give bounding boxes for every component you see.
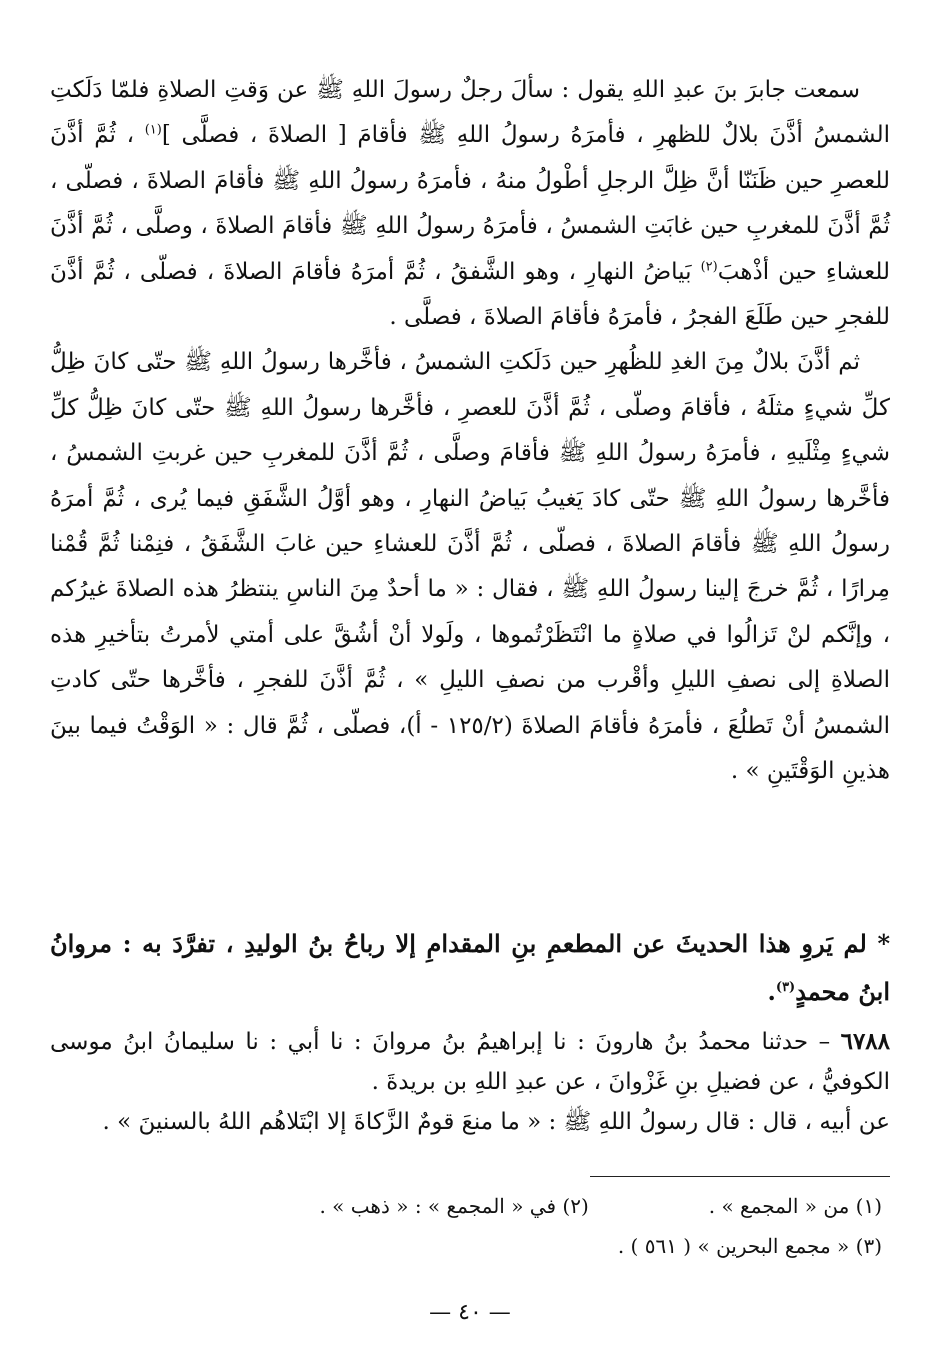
footnote-row-1 xyxy=(60,1186,882,1226)
main-text xyxy=(50,68,890,795)
footnote-row-2 xyxy=(60,1226,882,1266)
editor-note xyxy=(50,920,890,1016)
footnote-2: (٢) في « المجمع » : « ذهب » . xyxy=(319,1194,589,1218)
paragraph-1 xyxy=(50,68,890,340)
footnote-divider xyxy=(590,1176,890,1177)
footnote-ref-1: (١) xyxy=(144,122,162,138)
editor-note-end: . xyxy=(767,977,776,1006)
paragraph-1-part-c: بَياضُ النهارِ ، وهو الشَّفقُ ، ثُمَّ أمرَهُ فأقامَ الصلاةَ ، فصلّى ، ثُمَّ أذَّنَ للفجرِ حين طَلَعَ الفجرُ ، فأمرَهُ فأقامَ الصلاةَ ، فصلَّى . xyxy=(50,258,890,331)
hadith-isnad xyxy=(50,1022,890,1102)
page-number: — ٤٠ — xyxy=(429,1300,511,1325)
paragraph-1-part-a: سمعت جابرَ بنَ عبدِ اللهِ يقول : سألَ رجلٌ رسولَ اللهِ ﷺ عن وَقتِ الصلاةِ فلمّا دَلَكتِ الشمسُ أذَّنَ بلالٌ للظهرِ ، فأمرَهُ رسولُ اللهِ ﷺ فأقامَ [ الصلاةَ ، فصلَّى ] xyxy=(50,77,891,149)
footnote-3: (٣) « مجمع البحرين » ( ٥٦١ ) . xyxy=(617,1234,882,1258)
footnote-ref-3: (٣) xyxy=(775,980,796,995)
hadith-6788 xyxy=(50,1022,890,1142)
hadith-isnad-text: – حدثنا محمدُ بنُ هارونَ : نا إبراهيمُ بنُ مروانَ : نا أبي : نا سليمانُ ابنُ موسى الكوفيُّ ، عن فضيلِ بنِ غَزْوانَ ، عن عبدِ اللهِ بن بريدةَ . xyxy=(50,1029,890,1095)
hadith-matn: عن أبيه ، قال : قال رسولُ اللهِ ﷺ : « ما منعَ قومٌ الزَّكاةَ إلا ابْتَلاهُم اللهُ بالسنينَ » . xyxy=(102,1109,890,1135)
paragraph-1-part-b: ، ثُمَّ أذَّنَ للعصرِ حين ظَنَنّا أنَّ ظِلَّ الرجلِ أطْولُ منهُ ، فأمرَهُ رسولُ اللهِ ﷺ فأقامَ الصلاةَ ، فصلّى ، ثُمَّ أذَّنَ للمغربِ حين غابَتِ الشمسُ ، فأمرَهُ رسولُ اللهِ ﷺ فأقامَ الصلاةَ ، وصلَّى ، ثُمَّ أذَّنَ للعشاءِ حين أذْهبَ xyxy=(50,122,891,285)
footnotes xyxy=(60,1186,882,1266)
paragraph-2: ثم أذَّنَ بلالٌ مِنَ الغدِ للظُهرِ حين دَلَكتِ الشمسُ ، فأخَّرها رسولُ اللهِ ﷺ حتّى كانَ ظِلُّ كلِّ شيءٍ مثلَهُ ، فأقامَ وصلّى ، ثُمَّ أذَّنَ للعصرِ ، فأخَّرها رسولُ اللهِ ﷺ حتّى كانَ ظِلُّ كلِّ شيءٍ مِثْلَيهِ ، فأمرَهُ رسولُ اللهِ ﷺ فأقامَ وصلَّى ، ثُمَّ أذَّنَ للمغربِ حين غربتِ الشمسُ ، فأخَّرها رسولُ اللهِ ﷺ حتّى كادَ يَغيبُ بَياضُ النهارِ ، وهو أوَّلُ الشَّفَقِ فيما يُرى ، ثُمَّ أمرَهُ رسولُ اللهِ ﷺ فأقامَ الصلاةَ ، فصلّى ، ثُمَّ أذَّنَ للعشاءِ حين غابَ الشَّفَقُ ، فنِمْنا ثُمَّ قُمْنا مِرارًا ، ثُمَّ خرجَ إلينا رسولُ اللهِ ﷺ ، فقال : « ما أحدٌ مِنَ الناسِ ينتظرُ هذه الصلاةَ غيرُكم ، وإنَّكم لنْ تَزالُوا في صلاةٍ ما انْتَظَرْتُموها ، ولَولا أنْ أشُقَّ على أمتي لأمرتُ بتأخيرِ هذه الصلاةِ إلى نصفِ الليلِ وأقْرب من نصفِ الليلِ » ، ثُمَّ أذَّنَ للفجرِ ، فأخَّرها حتّى كادتِ الشمسُ أنْ تَطلُعَ ، فأمرَهُ فأقامَ الصلاةَ (١٢٥/٢ - أ)، فصلّى ، ثُمَّ قال : « الوَقْتُ فيما بينَ هذينِ الوَقْتَينِ » . xyxy=(50,349,890,785)
editor-note-text: * لم يَروِ هذا الحديثَ عن المطعمِ بنِ المقدامِ إلا رباحُ بنُ الوليدِ ، تفرَّدَ به : مروانُ ابنُ محمدٍ xyxy=(50,929,890,1006)
hadith-number: ٦٧٨٨ xyxy=(840,1028,891,1055)
footnote-ref-2: (٢) xyxy=(700,258,718,274)
footnote-1: (١) من « المجمع » . xyxy=(708,1194,882,1218)
